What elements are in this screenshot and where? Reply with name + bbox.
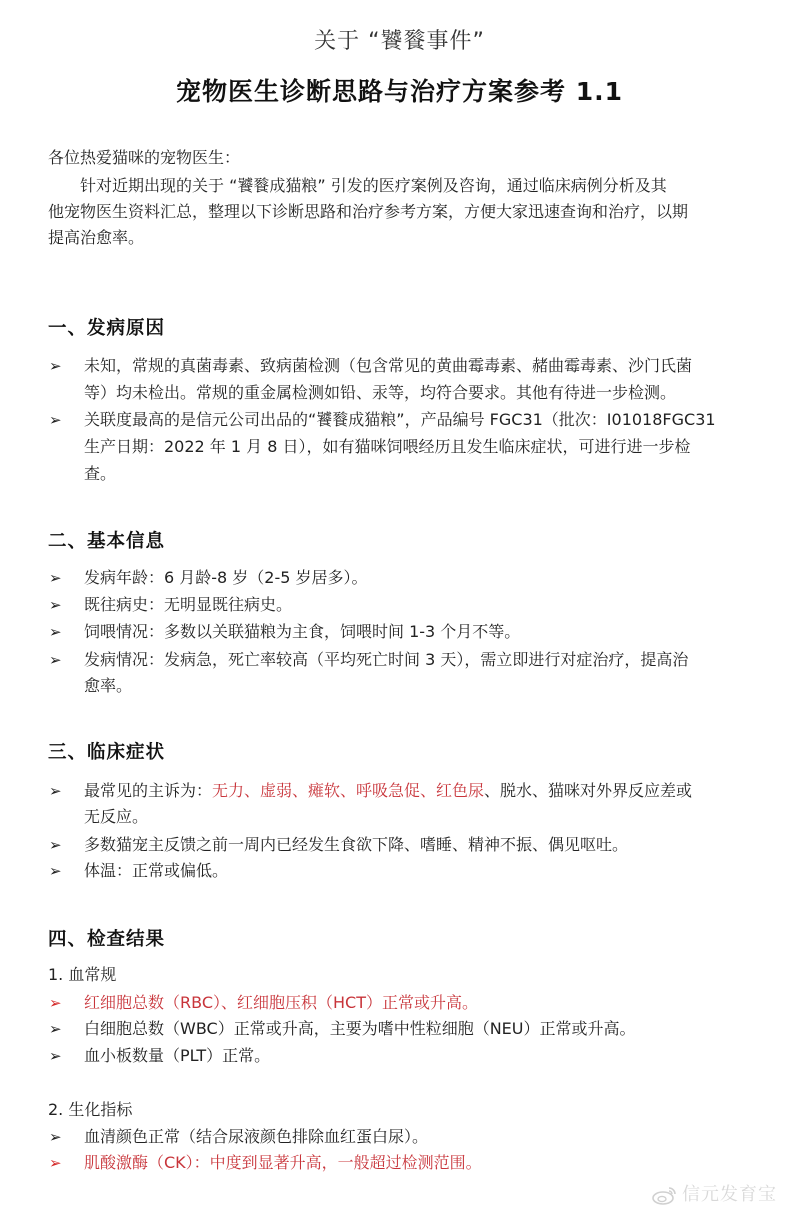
info-onset-line-2: 愈率。 — [84, 676, 133, 695]
watermark — [652, 1180, 777, 1206]
document-subtitle: 关于 “饕餮事件” — [314, 29, 485, 54]
document-title: 宠物医生诊断思路与治疗方案参考 1.1 — [176, 77, 623, 106]
bullet-arrow-icon: ➢ — [49, 1154, 62, 1172]
greeting: 各位热爱猫咪的宠物医生： — [48, 148, 241, 167]
biochem-ck: 肌酸激酶（CK）：中度到显著升高，一般超过检测范围。 — [84, 1153, 482, 1172]
info-onset-line-1: 发病情况：发病急，死亡率较高（平均死亡时间 3 天），需立即进行对症治疗，提高治 — [84, 650, 689, 669]
blood-wbc: 白细胞总数（WBC）正常或升高，主要为嗜中性粒细胞（NEU）正常或升高。 — [84, 1019, 636, 1038]
bullet-arrow-icon: ➢ — [49, 1047, 62, 1065]
cause-item-1-line-2: 等）均未检出。常规的重金属检测如铅、汞等，均符合要求。其他有待进一步检测。 — [84, 383, 677, 402]
symptoms-prior-week: 多数猫宠主反馈之前一周内已经发生食欲下降、嗜睡、精神不振、偶见呕吐。 — [84, 835, 629, 854]
symptoms-red-highlight: 无力、虚弱、瘫软、呼吸急促、红色尿 — [212, 781, 485, 800]
cause-item-2-line-2: 生产日期：2022 年 1 月 8 日），如有猫咪饲喂经历且发生临床症状，可进行进一步检 — [84, 437, 691, 456]
bullet-arrow-icon: ➢ — [49, 623, 62, 641]
bullet-arrow-icon: ➢ — [49, 596, 62, 614]
subsection-biochemistry: 2. 生化指标 — [48, 1100, 133, 1119]
bullet-arrow-icon: ➢ — [49, 836, 62, 854]
intro-line-1: 针对近期出现的关于 “饕餮成猫粮” 引发的医疗案例及咨询，通过临床病例分析及其 — [80, 176, 667, 195]
bullet-arrow-icon: ➢ — [49, 569, 62, 587]
biochem-serum: 血清颜色正常（结合尿液颜色排除血红蛋白尿）。 — [84, 1127, 429, 1146]
bullet-arrow-icon: ➢ — [49, 1020, 62, 1038]
subsection-blood-routine: 1. 血常规 — [48, 965, 117, 984]
section-heading-cause: 一、发病原因 — [48, 318, 166, 339]
bullet-arrow-icon: ➢ — [49, 994, 62, 1012]
info-history: 既往病史：无明显既往病史。 — [84, 595, 293, 614]
bullet-arrow-icon: ➢ — [49, 651, 62, 669]
weibo-icon — [652, 1185, 678, 1205]
cause-item-2-line-3: 查。 — [84, 464, 117, 483]
bullet-arrow-icon: ➢ — [49, 782, 62, 800]
symptoms-suffix: 、脱水、猫咪对外界反应差或 — [484, 781, 693, 800]
section-heading-basic-info: 二、基本信息 — [48, 531, 166, 552]
watermark-text: 信元发育宝 — [682, 1184, 777, 1205]
info-feeding: 饲喂情况：多数以关联猫粮为主食，饲喂时间 1-3 个月不等。 — [84, 622, 521, 641]
symptoms-main-line-2: 无反应。 — [84, 807, 149, 826]
symptoms-main-line-1 — [84, 778, 692, 804]
intro-line-3: 提高治愈率。 — [48, 228, 145, 247]
bullet-arrow-icon: ➢ — [49, 357, 62, 375]
section-heading-symptoms: 三、临床症状 — [48, 742, 166, 763]
info-age: 发病年龄：6 月龄-8 岁（2-5 岁居多）。 — [84, 568, 368, 587]
section-heading-exam-results: 四、检查结果 — [48, 929, 166, 950]
symptoms-temperature: 体温：正常或偏低。 — [84, 861, 229, 880]
bullet-arrow-icon: ➢ — [49, 862, 62, 880]
blood-rbc-hct: 红细胞总数（RBC）、红细胞压积（HCT）正常或升高。 — [84, 993, 478, 1012]
symptoms-prefix: 最常见的主诉为： — [84, 781, 213, 800]
intro-line-2: 他宠物医生资料汇总，整理以下诊断思路和治疗参考方案，方便大家迅速查询和治疗，以期 — [48, 202, 689, 221]
bullet-arrow-icon: ➢ — [49, 411, 62, 429]
blood-plt: 血小板数量（PLT）正常。 — [84, 1046, 271, 1065]
bullet-arrow-icon: ➢ — [49, 1128, 62, 1146]
cause-item-2-line-1: 关联度最高的是信元公司出品的“饕餮成猫粮”，产品编号 FGC31（批次：I01018FGC31 — [84, 410, 716, 429]
cause-item-1-line-1: 未知，常规的真菌毒素、致病菌检测（包含常见的黄曲霉毒素、赭曲霉毒素、沙门氏菌 — [84, 356, 693, 375]
